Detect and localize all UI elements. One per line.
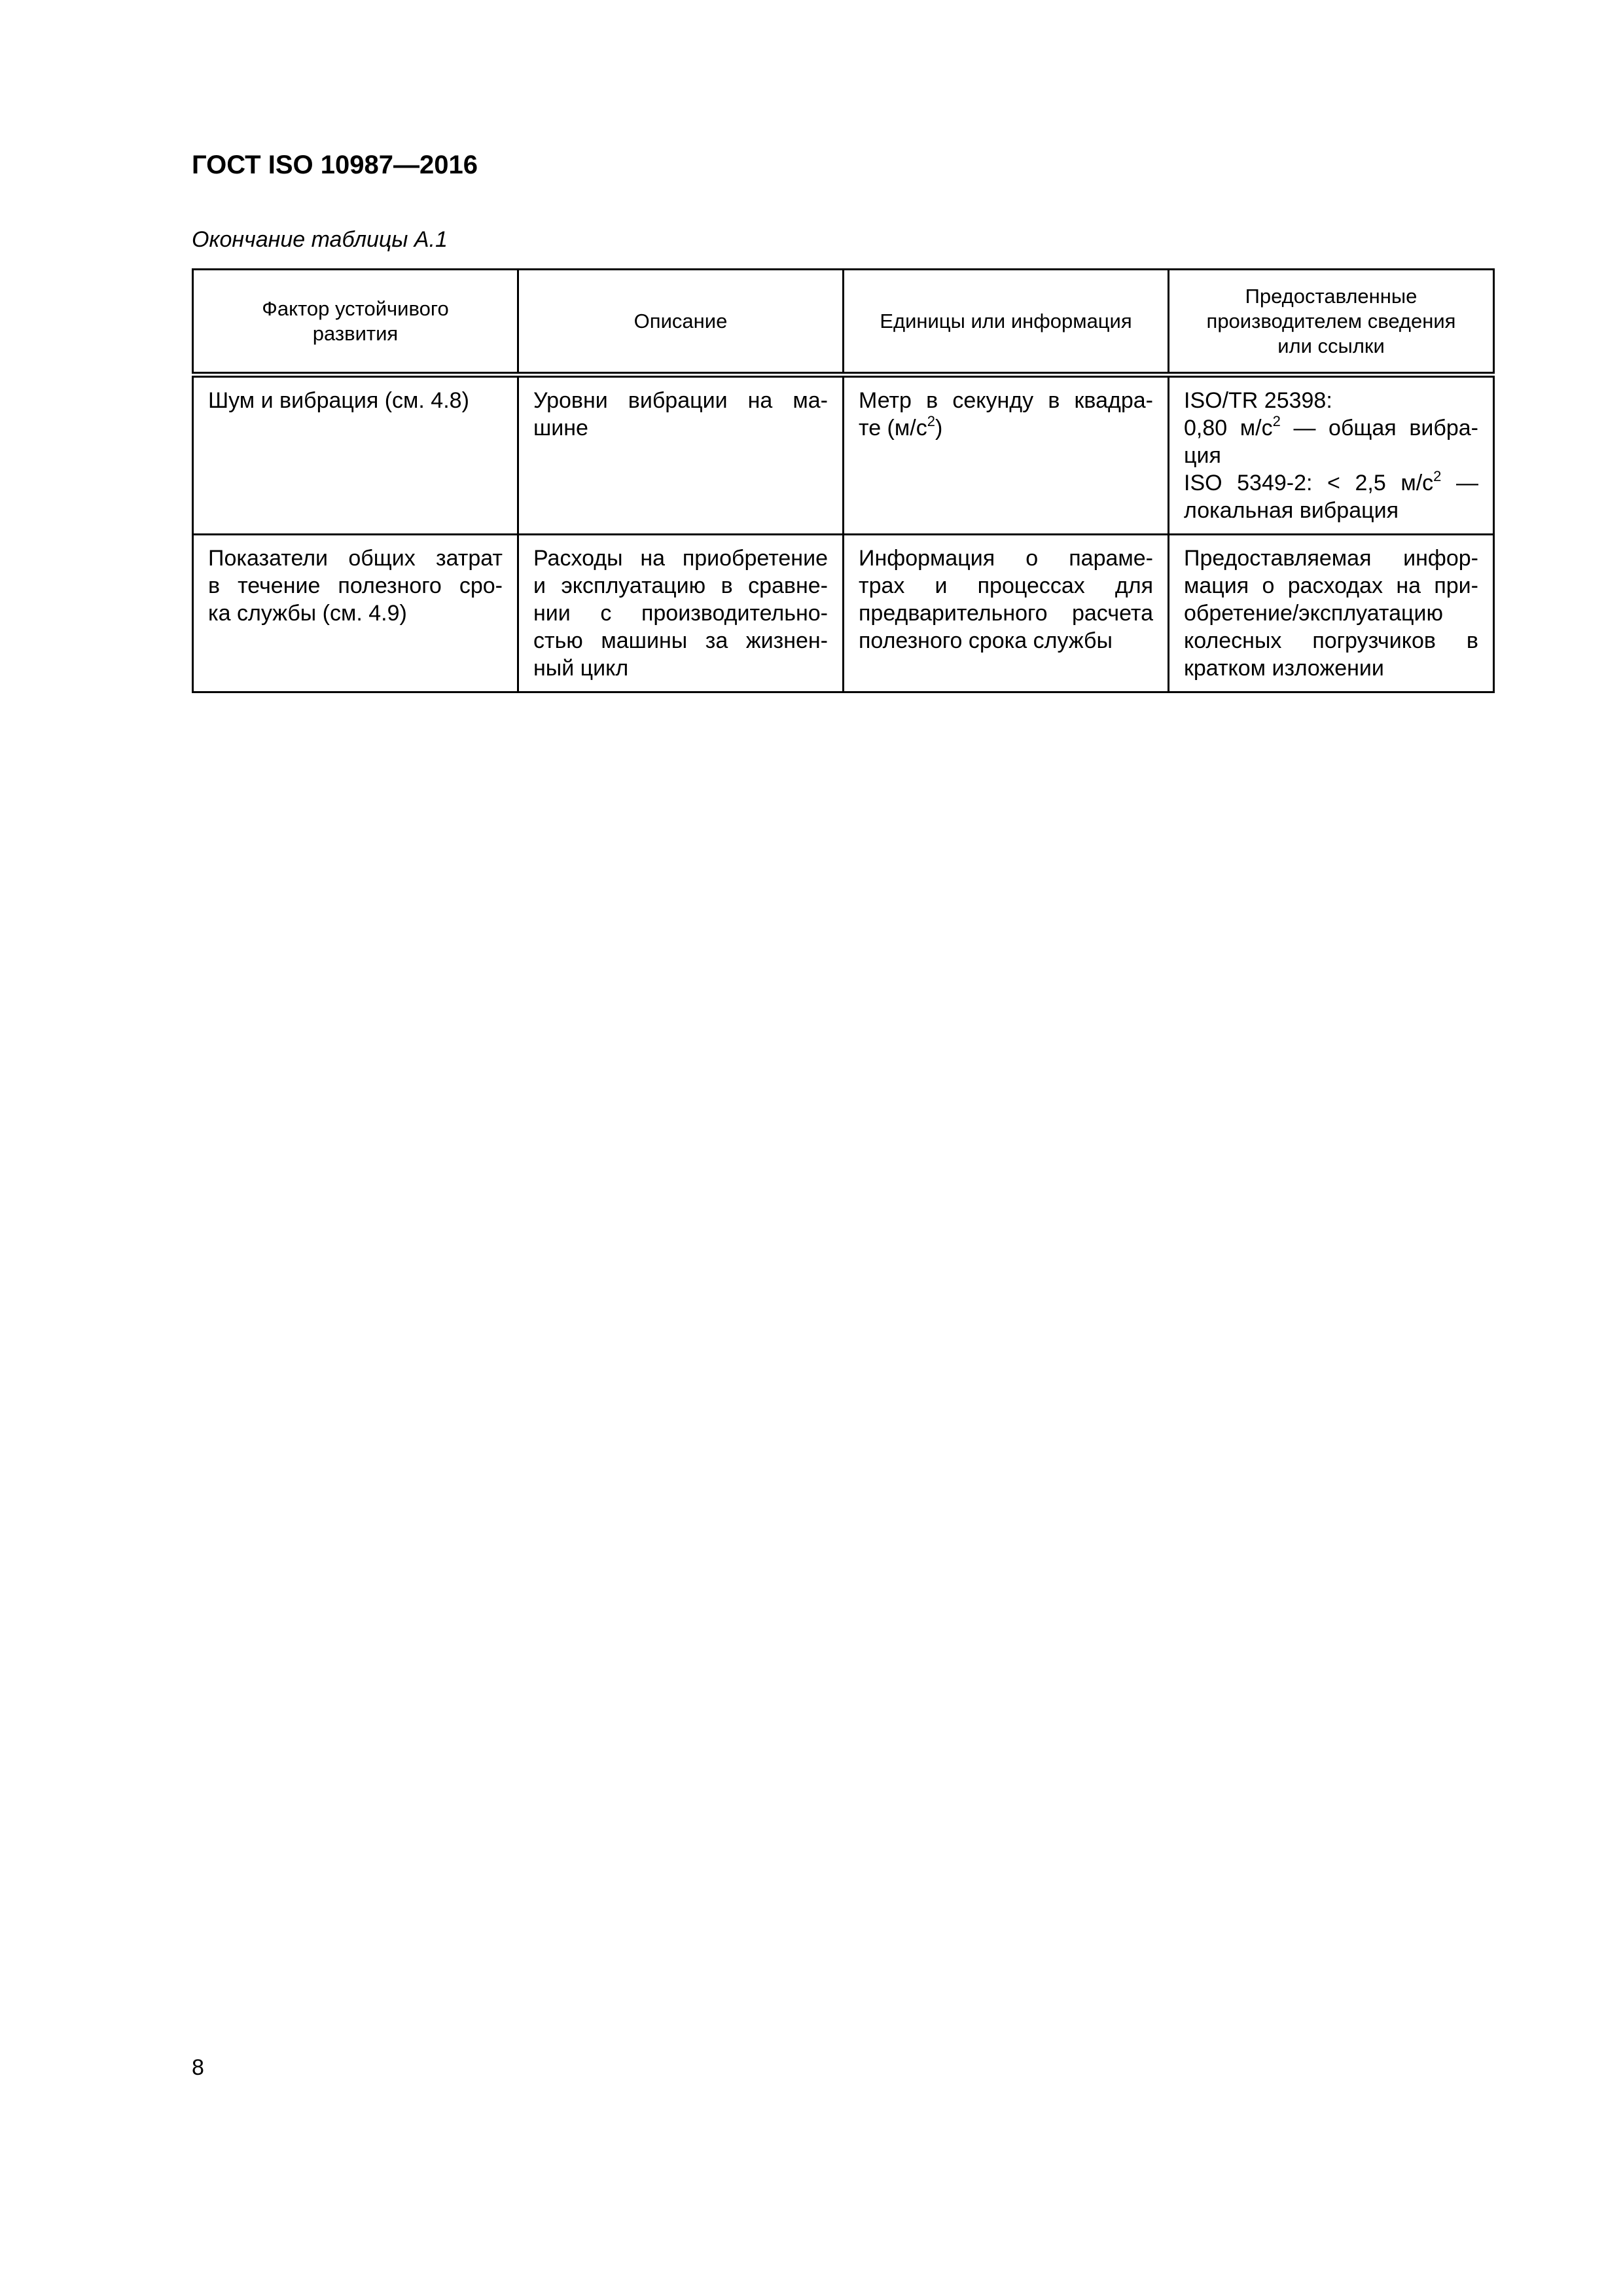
cell-description: Уровни вибрации на ма- шине bbox=[518, 375, 844, 535]
document-header: ГОСТ ISO 10987—2016 bbox=[192, 151, 478, 179]
table-row bbox=[193, 535, 1494, 692]
cell-units: Информация о параме- трах и процессах для предварительного расчета полезного срока службы bbox=[844, 535, 1169, 692]
column-header-reference: Предоставленные производителем сведения или ссылки bbox=[1169, 270, 1494, 375]
column-header-factor: Фактор устойчивого развития bbox=[193, 270, 518, 375]
cell-description: Расходы на приобретение и эксплуатацию в сравне- нии с производительно- стью машины за жизнен- ный цикл bbox=[518, 535, 844, 692]
sustainability-factors-table bbox=[192, 268, 1495, 693]
cell-reference: Предоставляемая инфор- мация о расходах на при- обретение/эксплуатацию колесных погрузчиков в кратком изложении bbox=[1169, 535, 1494, 692]
table-container bbox=[192, 268, 1493, 693]
cell-reference: ISO/TR 25398: 0,80 $м/с^2$ — общая вибра- ция ISO 5349-2: < 2,5 $м/с^2$ — локальная вибрация bbox=[1169, 375, 1494, 535]
column-header-description: Описание bbox=[518, 270, 844, 375]
table-row bbox=[193, 375, 1494, 535]
cell-factor: Шум и вибрация (см. 4.8) bbox=[193, 375, 518, 535]
column-header-units: Единицы или информация bbox=[844, 270, 1169, 375]
table-caption: Окончание таблицы А.1 bbox=[192, 227, 448, 252]
table-header-row bbox=[193, 270, 1494, 375]
cell-factor: Показатели общих затрат в течение полезного сро- ка службы (см. 4.9) bbox=[193, 535, 518, 692]
page-number: 8 bbox=[192, 2055, 204, 2080]
cell-units: Метр в секунду в квадра- те $(м/с^2)$ bbox=[844, 375, 1169, 535]
